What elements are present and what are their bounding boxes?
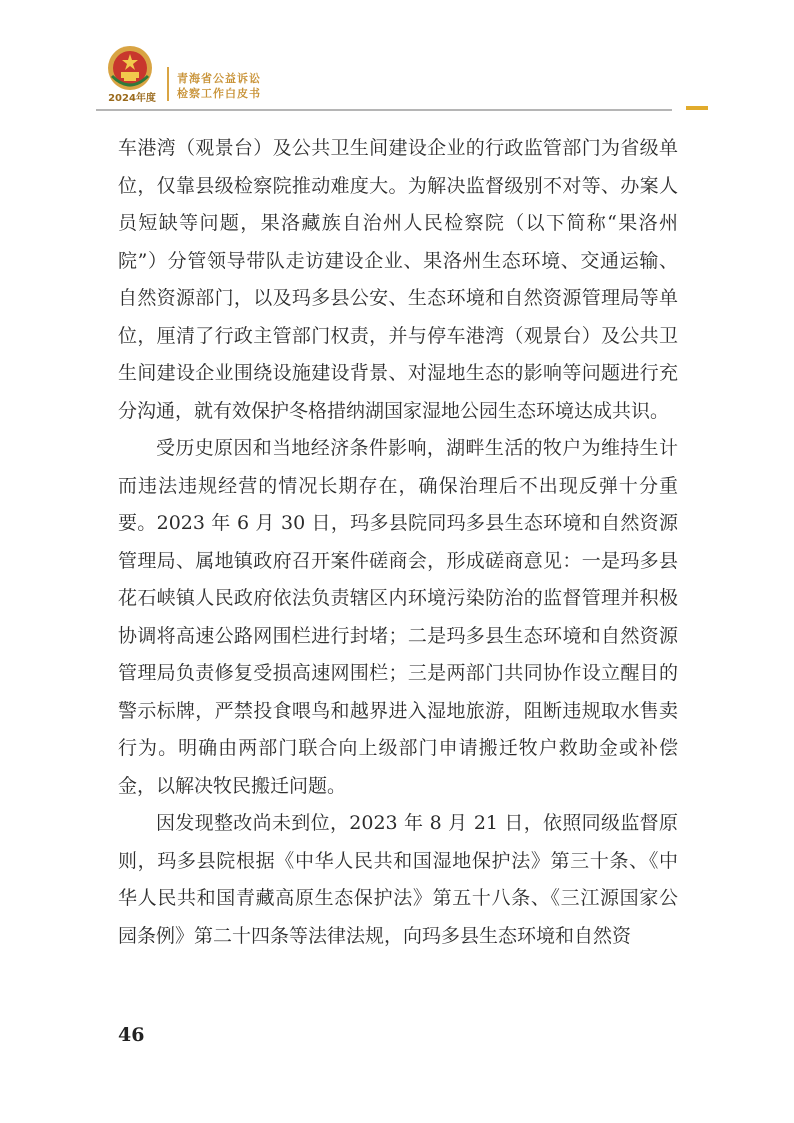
paragraph: 车港湾（观景台）及公共卫生间建设企业的行政监管部门为省级单位，仅靠县级检察院推动难度大。为解决监督级别不对等、办案人员短缺等问题，果洛藏族自治州人民检察院（以下简称“果洛州院”）分管领导带队走访建设企业、果洛州生态环境、交通运输、自然资源部门，以及玛多县公安、生态环境和自然资源管理局等单位，厘清了行政主管部门权责，并与停车港湾（观景台）及公共卫生间建设企业围绕设施建设背景、对湿地生态的影响等问题进行充分沟通，就有效保护冬格措纳湖国家湿地公园生态环境达成共识。 (118, 137, 678, 422)
header-divider (167, 67, 169, 101)
page-header (0, 0, 794, 120)
body-text (118, 130, 678, 955)
publication-title-line1: 青海省公益诉讼 (177, 72, 261, 85)
header-rule (96, 109, 672, 111)
paragraph: 因发现整改尚未到位，2023 年 8 月 21 日，依照同级监督原则，玛多县院根据《中华人民共和国湿地保护法》第三十条、《中华人民共和国青藏高原生态保护法》第五十八条、《三江源国家公园条例》第二十四条等法律法规，向玛多县生态环境和自然资 (118, 812, 678, 947)
header-accent-bar (686, 106, 708, 110)
page-number: 46 (118, 1024, 145, 1046)
publication-title-line2: 检察工作白皮书 (177, 87, 261, 100)
paragraph: 受历史原因和当地经济条件影响，湖畔生活的牧户为维持生计而违法违规经营的情况长期存在，确保治理后不出现反弹十分重要。2023 年 6 月 30 日，玛多县院同玛多县生态环境和自然资源管理局、属地镇政府召开案件磋商会，形成磋商意见：一是玛多县花石峡镇人民政府依法负责辖区内环境污染防治的监督管理并积极协调将高速公路网围栏进行封堵；二是玛多县生态环境和自然资源管理局负责修复受损高速网围栏；三是两部门共同协作设立醒目的警示标牌，严禁投食喂鸟和越界进入湿地旅游，阻断违规取水售卖行为。明确由两部门联合向上级部门申请搬迁牧户救助金或补偿金，以解决牧民搬迁问题。 (118, 437, 678, 797)
year-label: 2024年度 (108, 93, 156, 104)
procuratorate-emblem-icon (106, 44, 154, 92)
